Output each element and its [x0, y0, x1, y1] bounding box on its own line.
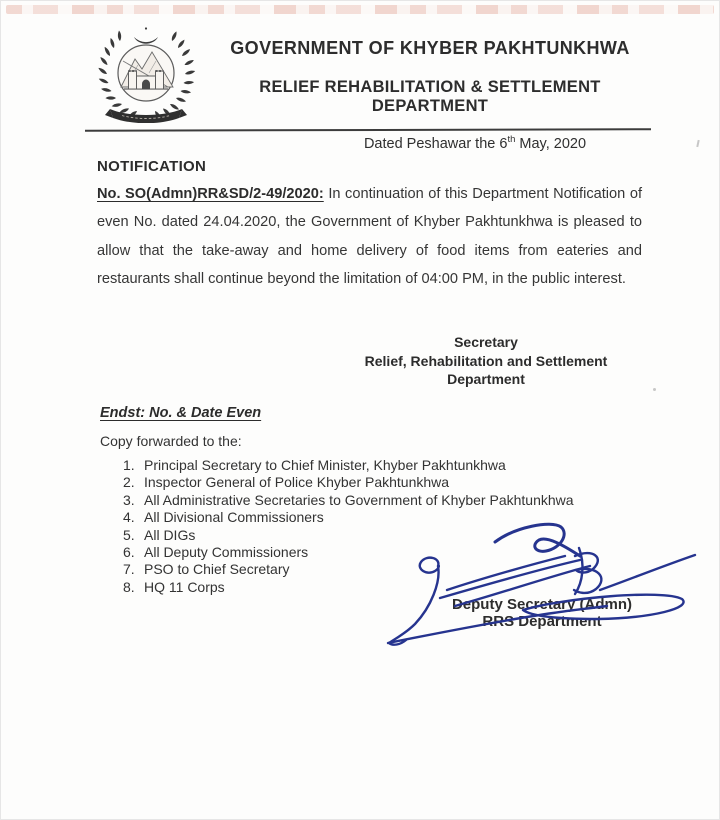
- dateline: [350, 134, 600, 152]
- date-month-year: May, 2020: [519, 135, 587, 152]
- recipient-number: 1.: [123, 457, 135, 473]
- recipient-number: 8.: [123, 578, 135, 595]
- signatory-dept-line1: Relief, Rehabilitation and Settlement: [364, 352, 608, 369]
- copy-forwarded-line: Copy forwarded to the:: [100, 433, 242, 449]
- government-title: GOVERNMENT OF KHYBER PAKHTUNKHWA: [230, 38, 630, 58]
- scan-artifact-strip: [6, 5, 714, 14]
- scan-speck: [696, 140, 699, 147]
- signatory-block: [330, 333, 642, 389]
- recipient-number: 4.: [123, 509, 135, 526]
- recipient-number: 5.: [123, 526, 135, 543]
- recipient-number: 2.: [123, 474, 135, 491]
- notification-heading: NOTIFICATION: [97, 158, 207, 175]
- deputy-secretary-dept: RRS Department: [482, 612, 602, 630]
- date-text: Dated Peshawar the 6: [363, 135, 508, 152]
- notification-body: [97, 180, 642, 294]
- recipient-item: [123, 492, 574, 509]
- recipient-label: PSO to Chief Secretary: [144, 561, 290, 578]
- recipient-item: [123, 457, 574, 474]
- recipient-label: All Divisional Commissioners: [144, 509, 324, 526]
- recipient-label: All Administrative Secretaries to Government of Khyber Pakhtunkhwa: [144, 491, 574, 508]
- recipient-item: [123, 474, 574, 491]
- recipient-label: HQ 11 Corps: [144, 578, 225, 595]
- date-ordinal: th: [507, 134, 516, 145]
- header-divider: [85, 128, 651, 131]
- signature-ink: [383, 512, 715, 647]
- scan-speck: [653, 388, 656, 391]
- department-title-line1: RELIEF REHABILITATION & SETTLEMENT: [259, 78, 601, 96]
- recipient-number: 7.: [123, 561, 135, 578]
- letterhead: [210, 38, 650, 116]
- khyber-pakhtunkhwa-emblem-icon: [94, 25, 198, 123]
- recipient-label: Principal Secretary to Chief Minister, Khyber Pakhtunkhwa: [144, 457, 506, 473]
- signatory-dept-line2: Department: [447, 371, 525, 387]
- recipient-label: Inspector General of Police Khyber Pakhtunkhwa: [144, 474, 450, 491]
- deputy-secretary-title: Deputy Secretary (Admn): [451, 596, 633, 613]
- signatory-title: Secretary: [454, 334, 518, 350]
- endorsement-ref: Endst: No. & Date Even: [100, 405, 262, 421]
- recipient-label: All Deputy Commissioners: [144, 544, 309, 561]
- recipient-number: 3.: [123, 491, 135, 508]
- notification-body-text: In continuation of this Department Notification of even No. dated 24.04.2020, the Government of Khyber Pakhtunkhwa is pleased to allow that the take-away and home delivery of food items from eateries and restaurants shall continue beyond the limitation of 04:00 PM, in the public interest.: [97, 186, 642, 288]
- recipient-label: All DIGs: [144, 526, 196, 543]
- reference-number: No. SO(Admn)RR&SD/2-49/2020:: [97, 186, 324, 202]
- recipient-number: 6.: [123, 544, 135, 561]
- department-title-line2: DEPARTMENT: [371, 97, 489, 115]
